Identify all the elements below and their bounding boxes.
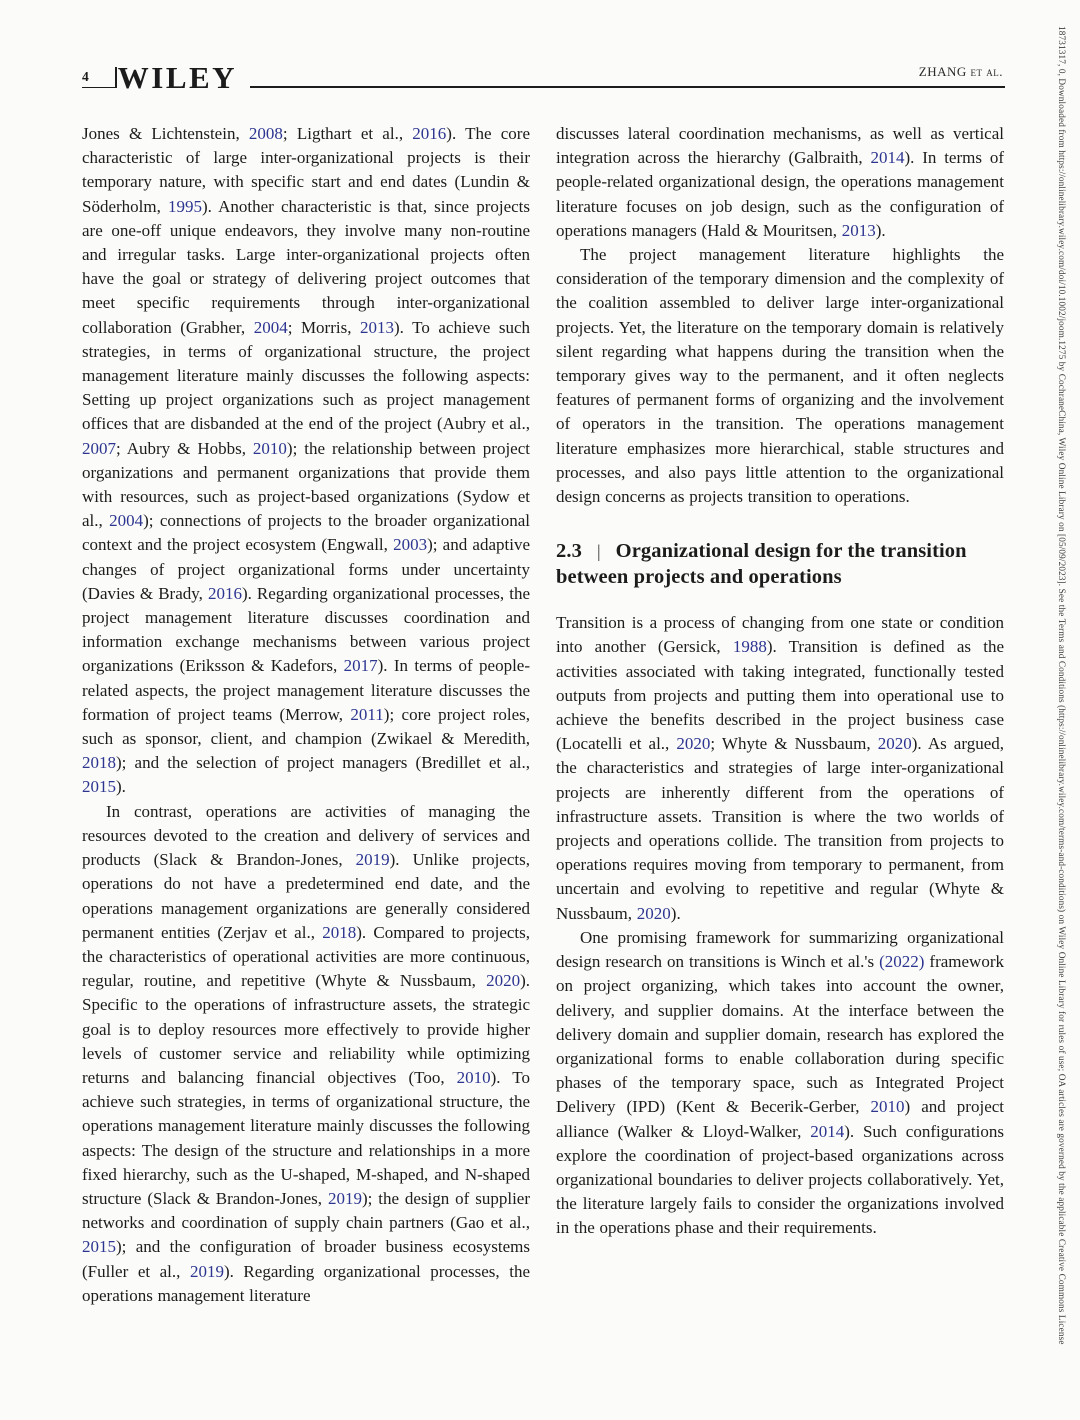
citation-link[interactable]: 2013	[360, 317, 395, 337]
citation-link[interactable]: 2020	[486, 971, 521, 991]
citation-link[interactable]: 2007	[82, 438, 116, 458]
citation-link[interactable]: 2008	[248, 124, 283, 143]
page-header	[82, 30, 1005, 95]
right-column	[556, 122, 1004, 1308]
paragraph: Transition is a process of changing from one state or condition into another (Gersick, 1988). Transition is defined as the activities associated with taking integrated, functionally tested outputs from projects and putting them into operational use to achieve the benefits described in the project business case (Locatelli et al., 2020; Whyte & Nussbaum, 2020). As argued, the characteristics and strategies of large inter-organizational projects are inherently different from the operations of infrastructure assets. Transition is where the two worlds of projects and operations collide. The transition from projects to operations requires moving from temporary to permanent, from uncertain and evolving to repetitive and regular (Whyte & Nussbaum, 2020).	[556, 613, 1004, 923]
citation-link[interactable]: 2014	[870, 148, 905, 168]
paragraph: discusses lateral coordination mechanisms, as well as vertical integration across the hierarchy (Galbraith, 2014). In terms of people-related organizational design, the operations management literature focuses on job design, such as the configuration of operations managers (Hald & Mouritsen, 2013).	[556, 124, 1004, 240]
citation-link[interactable]: 2004	[253, 317, 288, 337]
article-body	[82, 122, 1005, 1308]
citation-link[interactable]: 2013	[841, 220, 876, 240]
citation-link[interactable]: 2019	[189, 1261, 224, 1281]
section-title: Organizational design for the transition between projects and operations	[556, 540, 967, 589]
citation-link[interactable]: 1995	[168, 196, 203, 216]
citation-link[interactable]: 2010	[456, 1067, 491, 1087]
citation-link[interactable]: (2022)	[879, 952, 925, 972]
paragraph: Jones & Lichtenstein, 2008; Ligthart et al., 2016). The core characteristic of large inter-organizational projects is their temporary nature, with specific start and end dates (Lundin & Söderholm, 1995). Another characteristic is that, since projects are one-off unique endeavors, they involve many non-routine and irregular tasks. Large inter-organizational projects often have the goal or strategy of delivering project outcomes that meet specific requirements through inter-organizational collaboration (Grabher, 2004; Morris, 2013). To achieve such strategies, in terms of organizational structure, the project management literature mainly discusses the following aspects: Setting up project organizations such as project management offices that are disbanded at the end of the project (Aubry et al., 2007; Aubry & Hobbs, 2010); the relationship between project organizations and permanent organizations that provide them with resources, such as project-based organizations (Sydow et al., 2004); connections of projects to the broader organizational context and the project ecosystem (Engwall, 2003); and adaptive changes of project organizational forms under uncertainty (Davies & Brady, 2016). Regarding organizational processes, the project management literature discusses coordination and information exchange mechanisms between various project organizations (Eriksson & Kadefors, 2017). In terms of people-related aspects, the project management literature discusses the formation of project teams (Merrow, 2011); core project roles, such as sponsor, client, and champion (Zwikael & Meredith, 2018); and the selection of project managers (Bredillet et al., 2015).	[82, 124, 531, 797]
citation-link[interactable]: 2018	[322, 922, 357, 942]
citation-link[interactable]: 2015	[82, 1237, 116, 1257]
header-rule	[250, 86, 1005, 88]
paragraph: The project management literature highlights the consideration of the temporary dimension and the complexity of the coalition assembled to deliver large inter-organizational projects. Yet, the literature on the temporary domain is relatively silent regarding what happens during the transition when the temporary gives way to the permanent, and it often neglects features of permanent forms of organizing and the involvement of operators in the transition. The operations management literature emphasizes more hierarchical, stable structures and processes, and also pays little attention to the organizational design concerns as projects transition to operations.	[556, 245, 1004, 507]
paragraph: In contrast, operations are activities of managing the resources devoted to the creation and delivery of services and products (Slack & Brandon-Jones, 2019). Unlike projects, operations do not have a predetermined end date, and the operations management organizations are generally considered permanent entities (Zerjav et al., 2018). Compared to projects, the characteristics of operational activities are more continuous, regular, routine, and repetitive (Whyte & Nussbaum, 2020). Specific to the operations of infrastructure assets, the strategic goal is to deploy resources more effectively to provide higher levels of customer service and reliability while optimizing returns and balancing financial objectives (Too, 2010). To achieve such strategies, in terms of organizational structure, the operations management literature mainly discusses the following aspects: The design of the structure and relationships in a more fixed hierarchy, such as the U-shaped, M-shaped, and N-shaped structure (Slack & Brandon-Jones, 2019); the design of supplier networks and coordination of supply chain partners (Gao et al., 2015); and the configuration of broader business ecosystems (Fuller et al., 2019). Regarding organizational processes, the operations management literature	[82, 801, 530, 1305]
wiley-logo: WILEY	[117, 60, 238, 95]
sidebar-download-notice: 18731317, 0, Downloaded from https://onlinelibrary.wiley.com/doi/10.1002/joom.1275 by CochraneChina, Wiley Online Library on [05/09/2023]. See the Terms and Conditions (https://onlinelibrary.wiley.com/terms-and-conditions) on Wiley Online Library for rules of use; OA articles are governed by the applicable Creative Commons License	[1056, 26, 1066, 1345]
left-column	[82, 122, 530, 1308]
citation-link[interactable]: 2020	[636, 903, 671, 923]
citation-link[interactable]: 2004	[109, 511, 144, 531]
page-number: 4	[82, 69, 93, 88]
header-left	[82, 60, 238, 95]
citation-link[interactable]: 2010	[252, 438, 287, 458]
citation-link[interactable]: 1988	[732, 637, 767, 657]
citation-link[interactable]: 2020	[676, 734, 711, 754]
citation-link[interactable]: 2020	[877, 734, 912, 754]
paragraph: One promising framework for summarizing organizational design research on transitions is Winch et al.'s (2022) framework on project organizing, which takes into account the owner, delivery, and supplier domains. At the interface between the delivery domain and supplier domain, research has explored the organizational forms to enable collaboration during specific phases of the temporary space, such as Integrated Project Delivery (IPD) (Kent & Becerik-Gerber, 2010) and project alliance (Walker & Lloyd-Walker, 2014). Such configurations explore the coordination of project-based organizations across organizational boundaries to deliver projects collaboratively. Yet, the literature largely fails to consider the organizations involved in the operations phase and their requirements.	[556, 927, 1005, 1238]
citation-link[interactable]: 2016	[207, 583, 242, 603]
citation-link[interactable]: 2019	[327, 1188, 362, 1208]
citation-link[interactable]: 2018	[82, 753, 116, 773]
citation-link[interactable]: 2003	[393, 535, 428, 555]
citation-link[interactable]: 2019	[355, 850, 390, 870]
citation-link[interactable]: 2010	[870, 1097, 905, 1117]
citation-link[interactable]: 2011	[350, 704, 384, 724]
citation-link[interactable]: 2015	[82, 777, 116, 797]
heading-separator: |	[596, 541, 601, 562]
citation-link[interactable]: 2017	[343, 656, 378, 676]
section-number: 2.3	[556, 540, 582, 563]
running-head: ZHANG et al.	[918, 64, 1003, 79]
section-heading	[556, 538, 1004, 590]
wiley-logo-mark-icon	[93, 67, 117, 88]
citation-link[interactable]: 2014	[810, 1121, 845, 1141]
citation-link[interactable]: 2016	[412, 124, 447, 143]
